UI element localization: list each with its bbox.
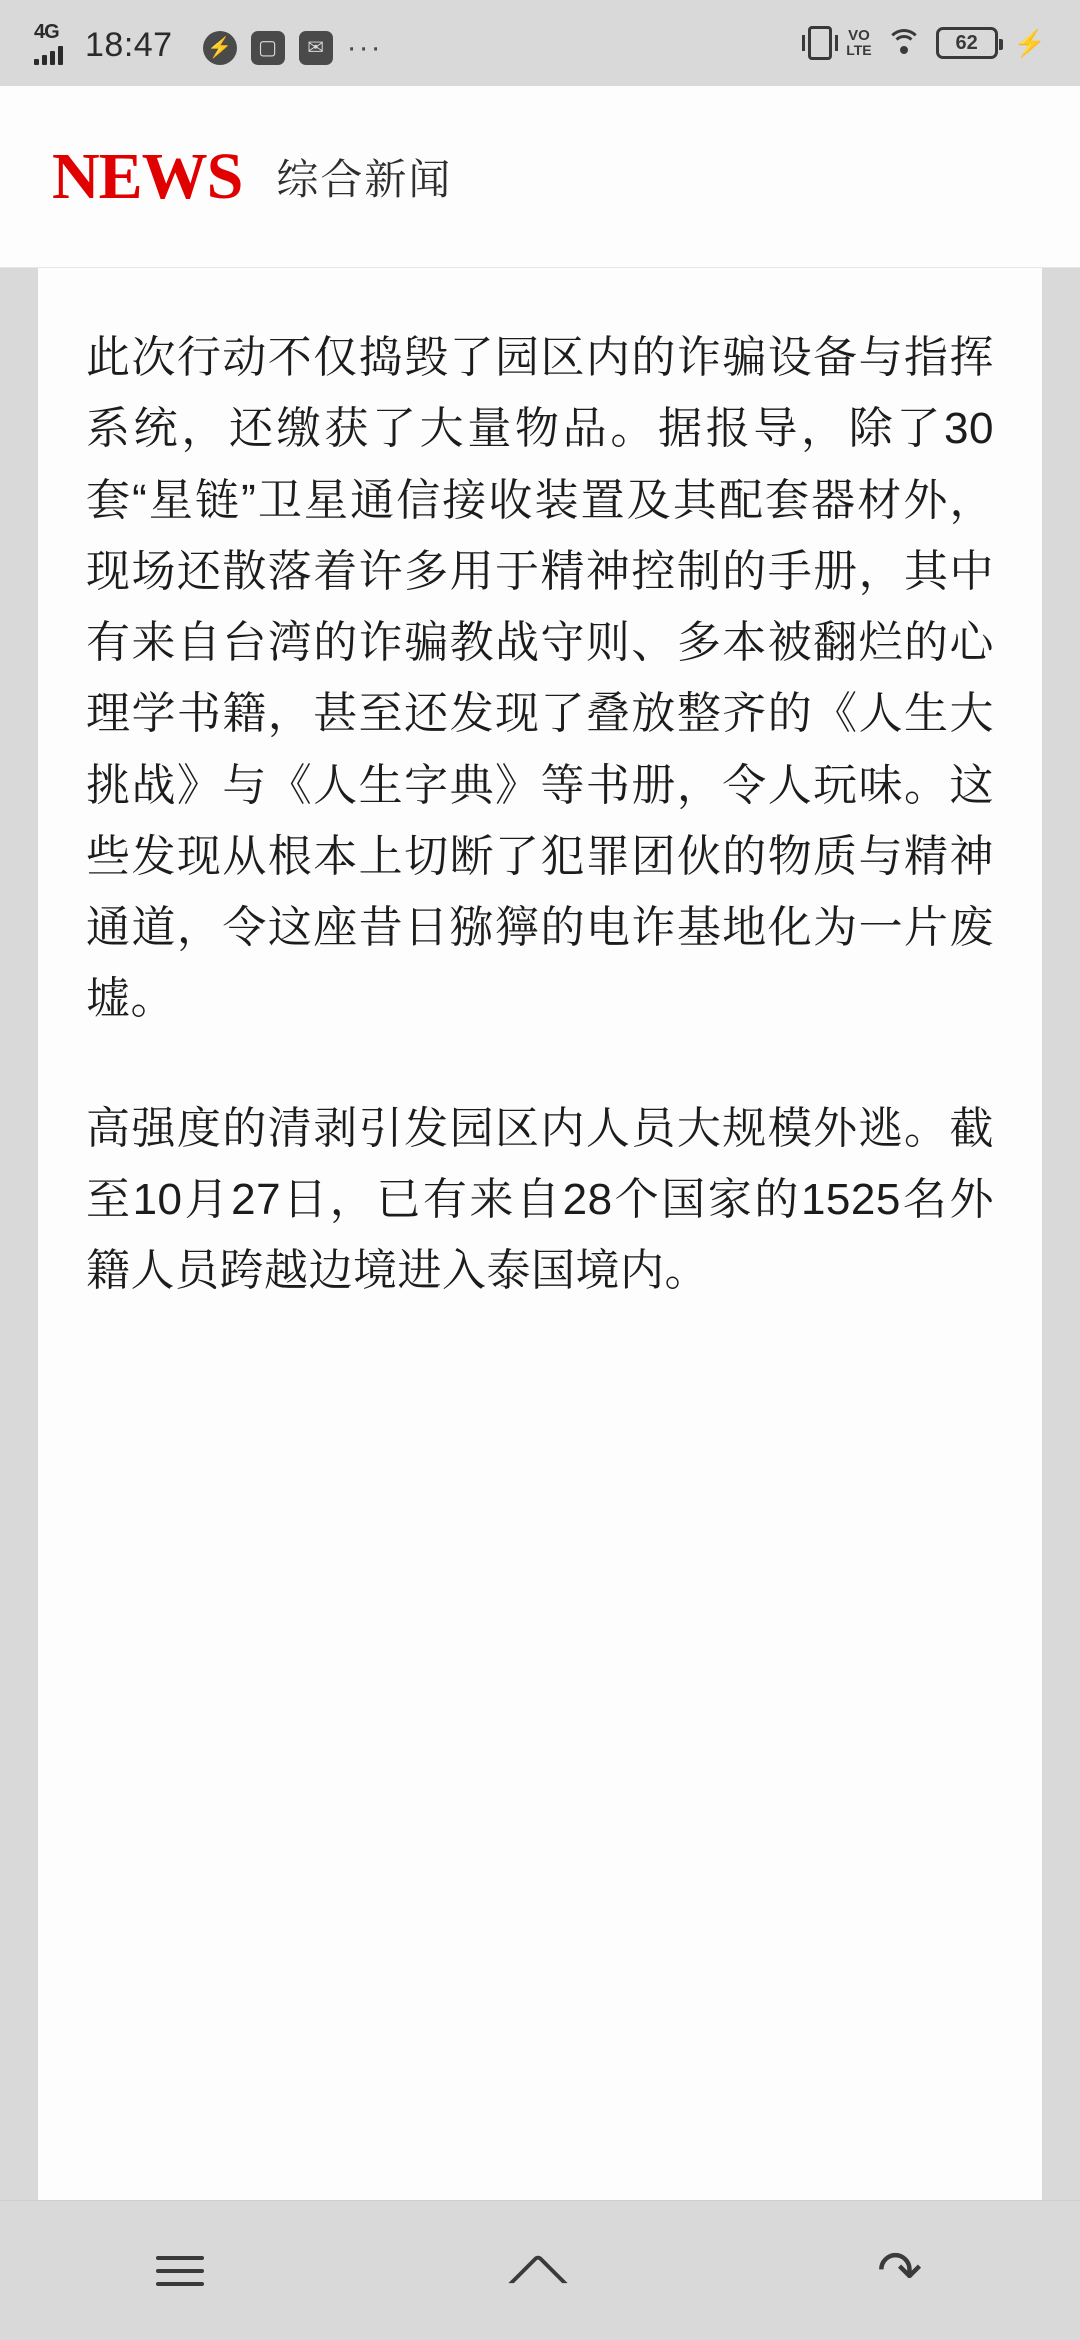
- app-header: [0, 86, 1080, 268]
- notification-icons: [203, 31, 383, 65]
- article-paragraph: 此次行动不仅捣毁了园区内的诈骗设备与指挥系统，还缴获了大量物品。据报导，除了30套“星链”卫星通信接收装置及其配套器材外，现场还散落着许多用于精神控制的手册，其中有来自台湾的诈骗教战守则、多本被翻烂的心理学书籍，甚至还发现了叠放整齐的《人生大挑战》与《人生字典》等书册，令人玩味。这些发现从根本上切断了犯罪团伙的物质与精神通道，令这座昔日猕獰的电诈基地化为一片废墟。: [86, 333, 994, 1024]
- status-clock: 18:47: [85, 25, 173, 64]
- notes-icon: ▢: [251, 31, 285, 65]
- network-type-label: 4G: [34, 20, 59, 43]
- mail-icon: ✉: [299, 31, 333, 65]
- status-bar-right: [808, 26, 1046, 60]
- volte-bottom-label: LTE: [846, 42, 872, 58]
- network-indicator: [34, 22, 63, 65]
- volte-icon: [846, 28, 871, 58]
- recents-icon: [156, 2247, 204, 2295]
- volte-top-label: VO: [848, 27, 870, 44]
- status-bar: [0, 0, 1080, 86]
- messenger-icon: ⚡: [203, 31, 237, 65]
- more-notifications-icon: ···: [346, 30, 383, 64]
- battery-icon: [936, 27, 998, 59]
- recents-button[interactable]: [120, 2211, 240, 2331]
- article-body: [38, 268, 1042, 2200]
- brand-logo[interactable]: NEWS: [52, 139, 243, 213]
- status-bar-left: [34, 22, 383, 65]
- article-scroll-area[interactable]: [0, 268, 1080, 2200]
- back-button[interactable]: [840, 2211, 960, 2331]
- battery-percent-label: 62: [955, 31, 978, 54]
- vibrate-icon: [808, 26, 832, 60]
- back-icon: ↶: [877, 2240, 923, 2301]
- signal-strength-icon: [34, 45, 63, 65]
- article-paragraph: 高强度的清剥引发园区内人员大规模外逃。截至10月27日，已有来自28个国家的1525名外籍人员跨越边境进入泰国境内。: [86, 1103, 994, 1296]
- system-navigation-bar: [0, 2200, 1080, 2340]
- charging-icon: ⚡: [1013, 27, 1046, 58]
- home-icon: [517, 2252, 563, 2290]
- page-title: 综合新闻: [276, 155, 453, 203]
- home-button[interactable]: [480, 2211, 600, 2331]
- wifi-icon: [886, 29, 922, 57]
